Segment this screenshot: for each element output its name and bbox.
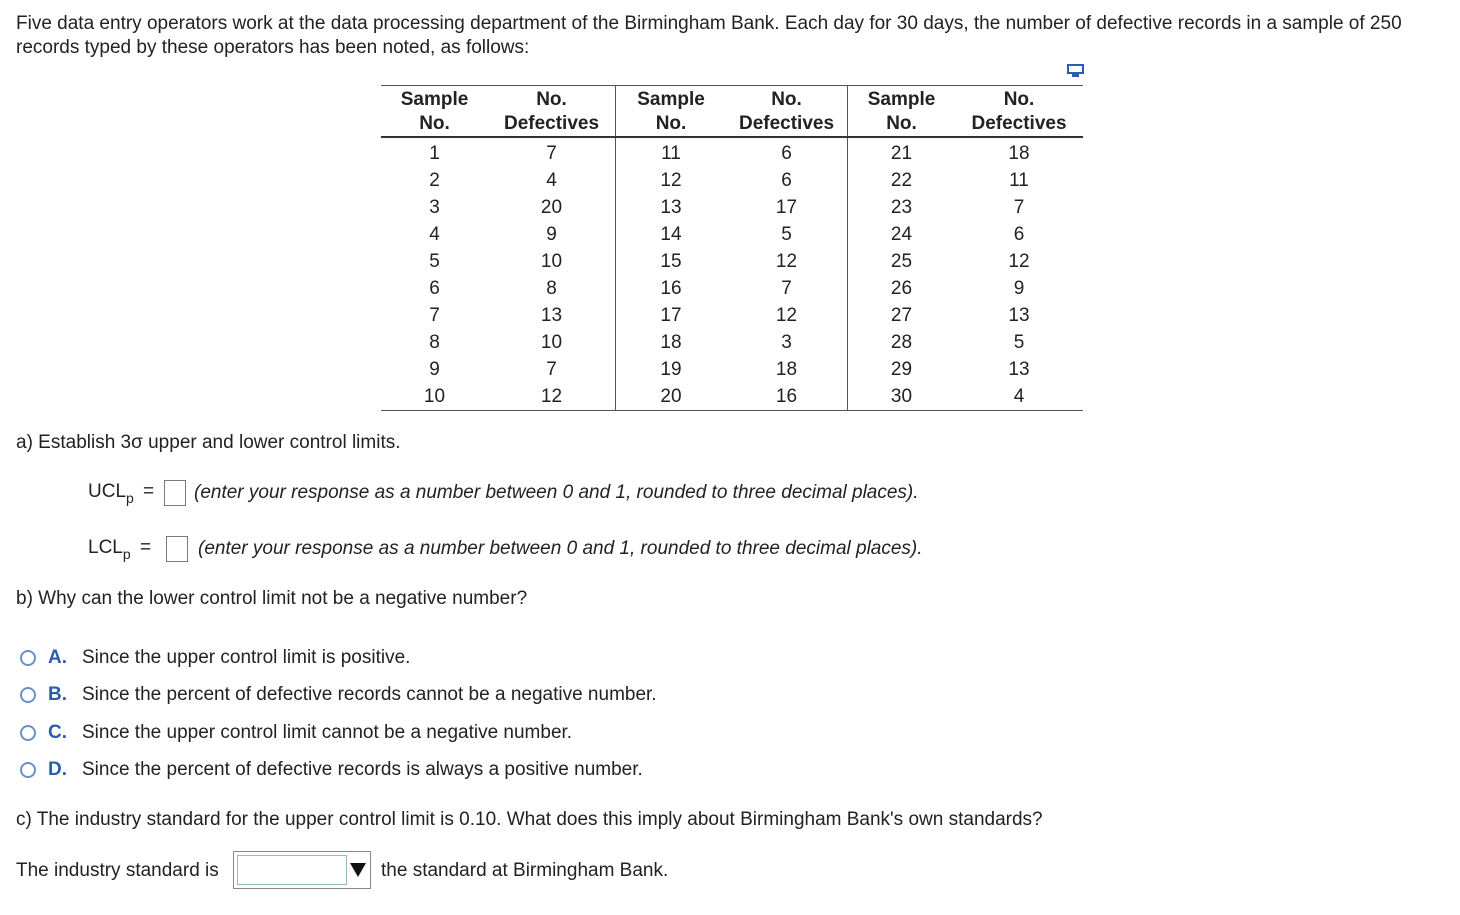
cell-defectives: 4 [955, 383, 1083, 411]
cell-defectives: 10 [488, 329, 616, 356]
table-row [381, 221, 1083, 248]
option-d-radio[interactable] [20, 762, 36, 778]
table-row [381, 137, 1083, 167]
col-header-sample-no-1: Sample No. [381, 86, 488, 138]
option-d-text: Since the percent of defective records is always a positive number. [82, 759, 643, 780]
cell-sample-no: 25 [890, 251, 913, 272]
option-a-text: Since the upper control limit is positive. [82, 647, 411, 668]
part-c-prefix: The industry standard is [16, 860, 219, 881]
lcl-input[interactable] [166, 536, 188, 562]
cell-defectives: 13 [1008, 305, 1030, 326]
lcl-equals: = [140, 537, 152, 558]
table-row [381, 167, 1083, 194]
ucl-equals: = [143, 481, 155, 502]
cell-defectives: 7 [726, 275, 848, 302]
part-b-question: b) Why can the lower control limit not be a negative number? [16, 588, 528, 609]
cell-sample-no: 26 [890, 278, 913, 299]
option-a-letter: A. [48, 647, 67, 668]
part-a-question: a) Establish 3σ upper and lower control limits. [16, 432, 401, 453]
option-c-letter: C. [48, 722, 67, 743]
lcl-label: $LCL_p$ [88, 537, 131, 562]
table-row [381, 275, 1083, 302]
cell-sample-no: 24 [890, 224, 913, 245]
dropdown-arrow-icon [350, 863, 366, 877]
cell-sample-no: 2 [429, 170, 440, 191]
cell-defectives: 18 [1008, 143, 1030, 164]
table-row [381, 383, 1083, 411]
cell-sample-no: 17 [660, 305, 682, 326]
cell-sample-no: 13 [660, 197, 682, 218]
cell-defectives: 6 [726, 137, 848, 167]
option-a-radio[interactable] [20, 650, 36, 666]
cell-defectives: 12 [1008, 251, 1030, 272]
cell-defectives: 12 [726, 302, 848, 329]
option-d-letter: D. [48, 759, 67, 780]
table-row [381, 302, 1083, 329]
cell-sample-no: 20 [616, 383, 727, 411]
cell-defectives: 13 [1008, 359, 1030, 380]
cell-sample-no: 22 [890, 170, 913, 191]
cell-sample-no: 10 [381, 383, 488, 411]
table-row [381, 248, 1083, 275]
cell-sample-no: 7 [429, 305, 440, 326]
col-header-defectives-3: No. Defectives [955, 86, 1083, 138]
part-c-suffix: the standard at Birmingham Bank. [381, 860, 669, 881]
ucl-input[interactable] [164, 480, 186, 506]
table-header-row [381, 86, 1083, 138]
cell-defectives: 3 [726, 329, 848, 356]
select-value [237, 855, 347, 885]
cell-sample-no: 19 [660, 359, 682, 380]
ucl-label: $UCL_p$ [88, 481, 134, 506]
cell-defectives: 4 [488, 167, 616, 194]
lcl-hint: (enter your response as a number between 0 and 1, rounded to three decimal places). [198, 538, 923, 559]
cell-defectives: 8 [488, 275, 616, 302]
cell-defectives: 13 [488, 302, 616, 329]
cell-sample-no: 11 [661, 143, 681, 164]
option-c-radio[interactable] [20, 725, 36, 741]
cell-sample-no: 1 [429, 143, 440, 164]
col-header-sample-no-2: Sample No. [616, 86, 727, 138]
cell-defectives: 7 [488, 137, 616, 167]
cell-sample-no: 6 [429, 278, 440, 299]
cell-sample-no: 3 [429, 197, 440, 218]
cell-defectives: 6 [1013, 224, 1025, 245]
cell-defectives: 18 [726, 356, 848, 383]
cell-sample-no: 14 [660, 224, 682, 245]
col-header-defectives-2: No. Defectives [726, 86, 848, 138]
cell-defectives: 12 [488, 383, 616, 411]
cell-defectives: 10 [488, 248, 616, 275]
cell-sample-no: 23 [890, 197, 913, 218]
cell-sample-no: 9 [429, 359, 440, 380]
option-c-text: Since the upper control limit cannot be a negative number. [82, 722, 573, 743]
cell-sample-no: 15 [660, 251, 682, 272]
cell-defectives: 11 [1009, 170, 1029, 191]
cell-sample-no: 5 [429, 251, 440, 272]
cell-defectives: 7 [1013, 197, 1025, 218]
cell-defectives: 9 [1013, 278, 1025, 299]
cell-sample-no: 8 [429, 332, 440, 353]
table-row [381, 329, 1083, 356]
cell-sample-no: 21 [890, 143, 913, 164]
cell-defectives: 5 [1013, 332, 1025, 353]
cell-defectives: 9 [488, 221, 616, 248]
part-c-question: c) The industry standard for the upper control limit is 0.10. What does this imply about Birmingham Bank's own standards? [16, 809, 1043, 830]
option-b-radio[interactable] [20, 687, 36, 703]
cell-sample-no: 27 [890, 305, 913, 326]
cell-sample-no: 12 [660, 170, 682, 191]
cell-defectives: 6 [726, 167, 848, 194]
col-header-defectives-1: No. Defectives [488, 86, 616, 138]
cell-defectives: 12 [726, 248, 848, 275]
option-b-text: Since the percent of defective records cannot be a negative number. [82, 684, 657, 705]
problem-intro: Five data entry operators work at the data processing department of the Birmingham Bank. Each day for 30 days, the number of defective records in a sample of 250 records typed by these operators has been noted, as follows: [16, 13, 1402, 58]
table-row [381, 194, 1083, 221]
cell-defectives: 5 [726, 221, 848, 248]
cell-sample-no: 30 [848, 383, 956, 411]
cell-sample-no: 16 [660, 278, 682, 299]
option-b-letter: B. [48, 684, 67, 705]
cell-defectives: 20 [488, 194, 616, 221]
col-header-sample-no-3: Sample No. [848, 86, 956, 138]
defects-data-table [381, 85, 1083, 411]
table-row [381, 356, 1083, 383]
copy-table-icon[interactable] [1067, 64, 1085, 78]
industry-standard-select[interactable] [233, 851, 371, 889]
cell-defectives: 16 [726, 383, 848, 411]
ucl-hint: (enter your response as a number between 0 and 1, rounded to three decimal places). [194, 482, 919, 503]
cell-defectives: 7 [488, 356, 616, 383]
cell-sample-no: 18 [660, 332, 682, 353]
cell-defectives: 17 [726, 194, 848, 221]
cell-sample-no: 29 [890, 359, 913, 380]
cell-sample-no: 28 [890, 332, 913, 353]
cell-sample-no: 4 [429, 224, 440, 245]
